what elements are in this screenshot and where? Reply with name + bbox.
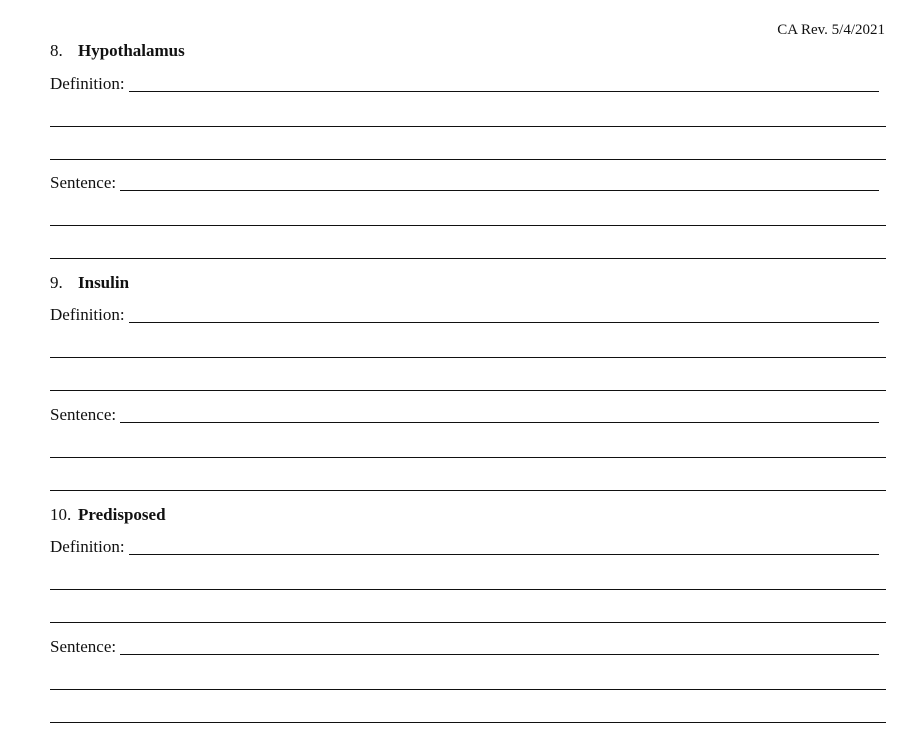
definition-label: Definition: — [50, 305, 125, 324]
definition-label: Definition: — [50, 537, 125, 556]
definition-blank[interactable] — [129, 534, 879, 555]
definition-row — [50, 73, 879, 95]
definition-line[interactable] — [50, 126, 886, 127]
sentence-line[interactable] — [50, 490, 886, 491]
sentence-row — [50, 404, 879, 426]
definition-line[interactable] — [50, 159, 886, 160]
vocabulary-entry — [50, 40, 886, 272]
sentence-row — [50, 636, 879, 658]
definition-line[interactable] — [50, 390, 886, 391]
vocabulary-entry — [50, 504, 886, 736]
entry-number: 8. — [50, 41, 63, 60]
revision-label: CA Rev. 5/4/2021 — [777, 22, 885, 38]
sentence-blank[interactable] — [120, 170, 879, 191]
definition-blank[interactable] — [129, 71, 879, 92]
sentence-label: Sentence: — [50, 405, 117, 424]
sentence-line[interactable] — [50, 457, 886, 458]
sentence-label: Sentence: — [50, 637, 117, 656]
definition-line[interactable] — [50, 357, 886, 358]
definition-label: Definition: — [50, 74, 125, 93]
sentence-line[interactable] — [50, 689, 886, 690]
entry-term: Insulin — [78, 273, 130, 292]
entry-header — [50, 40, 185, 62]
definition-line[interactable] — [50, 589, 886, 590]
entry-term: Predisposed — [78, 505, 166, 524]
entry-header — [50, 504, 166, 526]
definition-row — [50, 536, 879, 558]
sentence-label: Sentence: — [50, 173, 117, 192]
sentence-line[interactable] — [50, 258, 886, 259]
definition-line[interactable] — [50, 622, 886, 623]
entry-term: Hypothalamus — [78, 41, 185, 60]
sentence-blank[interactable] — [120, 402, 879, 423]
sentence-row — [50, 172, 879, 194]
sentence-line[interactable] — [50, 225, 886, 226]
entry-number: 9. — [50, 273, 63, 292]
entry-header — [50, 272, 129, 294]
sentence-line[interactable] — [50, 722, 886, 723]
entry-number: 10. — [50, 505, 72, 524]
definition-row — [50, 304, 879, 326]
vocabulary-entry — [50, 272, 886, 504]
sentence-blank[interactable] — [120, 634, 879, 655]
definition-blank[interactable] — [129, 302, 879, 323]
